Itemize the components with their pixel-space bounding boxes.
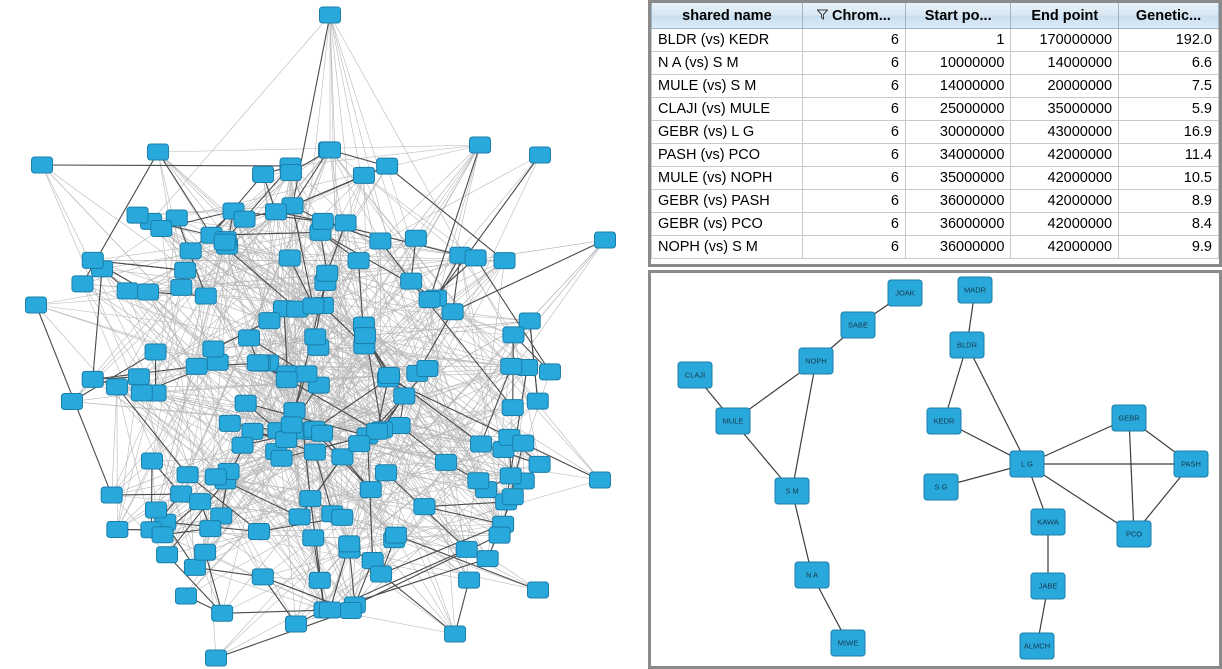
sub-network-node[interactable] [1010, 451, 1044, 477]
network-node-label: L G [1021, 459, 1033, 469]
main-network-node[interactable] [248, 524, 269, 540]
sub-network-nodes[interactable] [678, 277, 1208, 659]
main-network-node[interactable] [445, 626, 466, 642]
cell-start-point: 34000000 [905, 144, 1010, 167]
cell-genetic: 16.9 [1119, 121, 1219, 144]
main-network-node[interactable] [145, 344, 166, 360]
main-network-node[interactable] [519, 313, 540, 329]
cell-genetic: 6.6 [1119, 52, 1219, 75]
main-network-node[interactable] [206, 650, 227, 666]
cell-shared-name: CLAJI (vs) MULE [652, 98, 803, 121]
main-network-node[interactable] [235, 395, 256, 411]
main-network-node[interactable] [82, 371, 103, 387]
main-network-node[interactable] [276, 372, 297, 388]
main-network-node[interactable] [232, 437, 253, 453]
filter-icon[interactable] [817, 8, 828, 24]
main-network-node[interactable] [435, 454, 456, 470]
sub-network-node[interactable] [1112, 405, 1146, 431]
network-node-label: MULE [722, 416, 744, 426]
column-header-genetic[interactable] [1119, 3, 1219, 29]
cell-end-point: 42000000 [1011, 213, 1119, 236]
main-network-node[interactable] [234, 211, 255, 227]
main-network-node[interactable] [471, 436, 492, 452]
main-network-node[interactable] [320, 602, 341, 618]
network-node-label: KAWA [1037, 517, 1059, 527]
main-network-node[interactable] [529, 456, 550, 472]
main-network-node[interactable] [131, 385, 152, 401]
main-network-node[interactable] [401, 273, 422, 289]
edge-table-panel[interactable] [648, 0, 1222, 267]
cell-shared-name: PASH (vs) PCO [652, 144, 803, 167]
sub-network-node[interactable] [888, 280, 922, 306]
main-network-node[interactable] [419, 291, 440, 307]
column-header-shared-name-label: shared name [682, 7, 772, 24]
table-row[interactable] [652, 213, 1219, 236]
sub-network-node[interactable] [950, 332, 984, 358]
main-network-node[interactable] [271, 450, 292, 466]
network-node-label: CLAJI [684, 370, 706, 380]
sub-network-node[interactable] [958, 277, 992, 303]
main-network-node[interactable] [500, 468, 521, 484]
main-network-node[interactable] [127, 207, 148, 223]
main-network-node[interactable] [171, 279, 192, 295]
main-network-node[interactable] [503, 327, 524, 343]
main-network-node[interactable] [203, 341, 224, 357]
main-network-node[interactable] [214, 234, 235, 250]
sub-network-graph[interactable] [651, 273, 1219, 666]
cell-genetic: 8.9 [1119, 190, 1219, 213]
main-network-node[interactable] [354, 328, 375, 344]
cell-end-point: 42000000 [1011, 236, 1119, 259]
cell-chromosome: 6 [802, 213, 905, 236]
main-network-node[interactable] [501, 358, 522, 374]
main-network-node[interactable] [176, 588, 197, 604]
main-network-node[interactable] [417, 360, 438, 376]
column-header-end-point-label: End point [1031, 7, 1099, 24]
main-network-node[interactable] [303, 298, 324, 314]
column-header-start-point[interactable] [905, 3, 1010, 29]
cell-shared-name: GEBR (vs) PASH [652, 190, 803, 213]
main-network-node[interactable] [304, 444, 325, 460]
main-network-node[interactable] [72, 276, 93, 292]
cell-chromosome: 6 [802, 121, 905, 144]
main-network-node[interactable] [219, 415, 240, 431]
main-network-node[interactable] [200, 521, 221, 537]
main-network-node[interactable] [595, 232, 616, 248]
sub-network-node[interactable] [775, 478, 809, 504]
main-network-node[interactable] [414, 499, 435, 515]
main-network-node[interactable] [61, 394, 82, 410]
network-node-label: PASH [1181, 459, 1201, 469]
cell-start-point: 30000000 [905, 121, 1010, 144]
cell-start-point: 36000000 [905, 190, 1010, 213]
cell-end-point: 42000000 [1011, 167, 1119, 190]
main-network-node[interactable] [539, 364, 560, 380]
main-network-node[interactable] [348, 253, 369, 269]
main-network-edge [42, 165, 156, 393]
main-network-node[interactable] [212, 605, 233, 621]
main-network-node[interactable] [353, 167, 374, 183]
table-row[interactable] [652, 144, 1219, 167]
cell-end-point: 20000000 [1011, 75, 1119, 98]
cell-chromosome: 6 [802, 190, 905, 213]
sub-network-node[interactable] [678, 362, 712, 388]
sub-network-node[interactable] [1031, 573, 1065, 599]
main-network-node[interactable] [259, 313, 280, 329]
main-network-node[interactable] [157, 547, 178, 563]
main-network-node[interactable] [590, 472, 611, 488]
main-network-node[interactable] [180, 243, 201, 259]
network-node-label: S M [785, 486, 799, 496]
cell-start-point: 14000000 [905, 75, 1010, 98]
main-network-node[interactable] [468, 473, 489, 489]
cell-shared-name: GEBR (vs) PCO [652, 213, 803, 236]
main-network-node[interactable] [312, 425, 333, 441]
sub-network-node[interactable] [1020, 633, 1054, 659]
cell-end-point: 170000000 [1011, 29, 1119, 52]
main-network-node[interactable] [317, 265, 338, 281]
main-network-node[interactable] [360, 482, 381, 498]
main-network-node[interactable] [340, 602, 361, 618]
main-network-node[interactable] [305, 329, 326, 345]
main-network-node[interactable] [247, 355, 268, 371]
cell-chromosome: 6 [802, 236, 905, 259]
cell-start-point: 10000000 [905, 52, 1010, 75]
cell-shared-name: N A (vs) S M [652, 52, 803, 75]
main-network-node[interactable] [107, 521, 128, 537]
main-network-edge [386, 473, 511, 476]
sub-network-edge [792, 361, 816, 491]
sub-network-edge [1129, 418, 1134, 534]
main-network-node[interactable] [26, 297, 47, 313]
sub-network-node[interactable] [924, 474, 958, 500]
main-network-node[interactable] [303, 530, 324, 546]
main-network-node[interactable] [296, 366, 317, 382]
table-row[interactable] [652, 167, 1219, 190]
network-node-label: MIWE [837, 638, 859, 648]
main-network-node[interactable] [175, 262, 196, 278]
network-node-label: BLDR [956, 340, 978, 350]
main-network-node[interactable] [332, 509, 353, 525]
sub-network-node[interactable] [795, 562, 829, 588]
table-row[interactable] [652, 29, 1219, 52]
main-network-node[interactable] [530, 147, 551, 163]
main-network-node[interactable] [405, 230, 426, 246]
cell-end-point: 42000000 [1011, 190, 1119, 213]
cell-shared-name: GEBR (vs) L G [652, 121, 803, 144]
column-header-shared-name[interactable] [652, 3, 803, 29]
main-network-node[interactable] [312, 213, 333, 229]
sub-network-node[interactable] [799, 348, 833, 374]
main-network-node[interactable] [502, 489, 523, 505]
cell-genetic: 5.9 [1119, 98, 1219, 121]
sub-network-node[interactable] [1174, 451, 1208, 477]
cell-genetic: 9.9 [1119, 236, 1219, 259]
table-row[interactable] [652, 236, 1219, 259]
main-network-node[interactable] [106, 379, 127, 395]
main-network-node[interactable] [394, 388, 415, 404]
main-network-node[interactable] [128, 369, 149, 385]
cell-end-point: 43000000 [1011, 121, 1119, 144]
network-node-label: N A [805, 570, 819, 580]
main-network-node[interactable] [205, 469, 226, 485]
main-network-node[interactable] [265, 204, 286, 220]
main-network-node[interactable] [276, 431, 297, 447]
cell-start-point: 35000000 [905, 167, 1010, 190]
table-header-row [652, 3, 1219, 29]
cell-shared-name: BLDR (vs) KEDR [652, 29, 803, 52]
cell-start-point: 25000000 [905, 98, 1010, 121]
cell-start-point: 36000000 [905, 213, 1010, 236]
cell-end-point: 14000000 [1011, 52, 1119, 75]
main-network-node[interactable] [117, 283, 138, 299]
main-network-node[interactable] [286, 616, 307, 632]
edge-table[interactable] [651, 3, 1219, 259]
main-network-node[interactable] [195, 288, 216, 304]
main-network-node[interactable] [152, 527, 173, 543]
network-node-label: S G [934, 482, 948, 492]
main-network-node[interactable] [320, 142, 341, 158]
cell-genetic: 11.4 [1119, 144, 1219, 167]
cell-genetic: 7.5 [1119, 75, 1219, 98]
main-network-node[interactable] [239, 330, 260, 346]
main-network-node[interactable] [82, 252, 103, 268]
main-network-node[interactable] [456, 541, 477, 557]
main-network-node[interactable] [281, 417, 302, 433]
main-network-node[interactable] [489, 527, 510, 543]
column-header-genetic-label: Genetic... [1135, 7, 1202, 24]
table-row[interactable] [652, 121, 1219, 144]
cell-shared-name: MULE (vs) S M [652, 75, 803, 98]
main-network-node[interactable] [349, 436, 370, 452]
main-network-node[interactable] [320, 7, 341, 23]
main-network-node[interactable] [376, 465, 397, 481]
main-network-node[interactable] [309, 572, 330, 588]
cell-chromosome: 6 [802, 167, 905, 190]
main-network-node[interactable] [184, 559, 205, 575]
table-row[interactable] [652, 75, 1219, 98]
main-network-node[interactable] [371, 566, 392, 582]
column-header-start-point-label: Start po... [924, 7, 992, 24]
network-node-label: GEBR [1118, 413, 1140, 423]
main-network-node[interactable] [370, 233, 391, 249]
cell-genetic: 192.0 [1119, 29, 1219, 52]
main-network-node[interactable] [171, 486, 192, 502]
main-network-node[interactable] [459, 572, 480, 588]
main-network-node[interactable] [145, 502, 166, 518]
main-network-node[interactable] [137, 284, 158, 300]
column-header-chromosome[interactable] [802, 3, 905, 29]
sub-network-node[interactable] [1031, 509, 1065, 535]
main-network-node[interactable] [284, 403, 305, 419]
sub-network-panel[interactable] [648, 270, 1222, 669]
sub-network-node[interactable] [831, 630, 865, 656]
network-node-label: PCO [1125, 529, 1143, 539]
main-network-node[interactable] [141, 453, 162, 469]
sub-network-edge [967, 345, 1027, 464]
cell-shared-name: MULE (vs) NOPH [652, 167, 803, 190]
table-row[interactable] [652, 52, 1219, 75]
main-network-node[interactable] [289, 509, 310, 525]
main-network-edge [112, 387, 117, 495]
table-row[interactable] [652, 190, 1219, 213]
main-network-node[interactable] [190, 494, 211, 510]
network-node-label: KEDR [933, 416, 955, 426]
main-network-node[interactable] [186, 358, 207, 374]
main-network-node[interactable] [253, 166, 274, 182]
main-network-node[interactable] [528, 582, 549, 598]
main-network-edge [42, 165, 291, 166]
main-network-edge [387, 166, 504, 260]
cell-chromosome: 6 [802, 98, 905, 121]
cell-genetic: 10.5 [1119, 167, 1219, 190]
main-network-node[interactable] [335, 215, 356, 231]
main-network-node[interactable] [195, 544, 216, 560]
main-network-node[interactable] [279, 250, 300, 266]
main-network-node[interactable] [177, 467, 198, 483]
cell-chromosome: 6 [802, 52, 905, 75]
main-network-node[interactable] [148, 144, 169, 160]
main-network-node[interactable] [477, 551, 498, 567]
main-network-node[interactable] [470, 137, 491, 153]
main-network-node[interactable] [300, 491, 321, 507]
main-network-edge [396, 240, 605, 535]
cell-end-point: 42000000 [1011, 144, 1119, 167]
table-body[interactable] [652, 29, 1219, 259]
network-node-label: JABE [1038, 581, 1058, 591]
main-network-node[interactable] [151, 220, 172, 236]
main-network-node[interactable] [377, 158, 398, 174]
cell-genetic: 8.4 [1119, 213, 1219, 236]
column-header-end-point[interactable] [1011, 3, 1119, 29]
main-network-node[interactable] [379, 367, 400, 383]
sub-network-node[interactable] [716, 408, 750, 434]
cell-chromosome: 6 [802, 75, 905, 98]
main-network-node[interactable] [32, 157, 53, 173]
main-network-node[interactable] [465, 250, 486, 266]
sub-network-node[interactable] [927, 408, 961, 434]
cell-end-point: 35000000 [1011, 98, 1119, 121]
sub-network-edges [695, 290, 1191, 646]
sub-network-node[interactable] [841, 312, 875, 338]
main-network-node[interactable] [385, 527, 406, 543]
network-node-label: NOPH [805, 356, 827, 366]
table-row[interactable] [652, 98, 1219, 121]
sub-network-node[interactable] [1117, 521, 1151, 547]
network-node-label: JOAK [895, 288, 915, 298]
main-network-node[interactable] [527, 393, 548, 409]
cell-chromosome: 6 [802, 144, 905, 167]
main-network-node[interactable] [502, 400, 523, 416]
network-node-label: ALMCH [1023, 641, 1051, 651]
main-network-node[interactable] [339, 536, 360, 552]
main-network-node[interactable] [513, 435, 534, 451]
cell-start-point: 36000000 [905, 236, 1010, 259]
cell-start-point: 1 [905, 29, 1010, 52]
main-network-node[interactable] [101, 487, 122, 503]
main-network-node[interactable] [494, 253, 515, 269]
cell-chromosome: 6 [802, 29, 905, 52]
column-header-chromosome-label: Chrom... [831, 7, 891, 24]
main-network-node[interactable] [280, 165, 301, 181]
main-network-node[interactable] [252, 569, 273, 585]
network-node-label: MADR [963, 285, 987, 295]
network-node-label: SABE [847, 320, 869, 330]
cell-shared-name: NOPH (vs) S M [652, 236, 803, 259]
